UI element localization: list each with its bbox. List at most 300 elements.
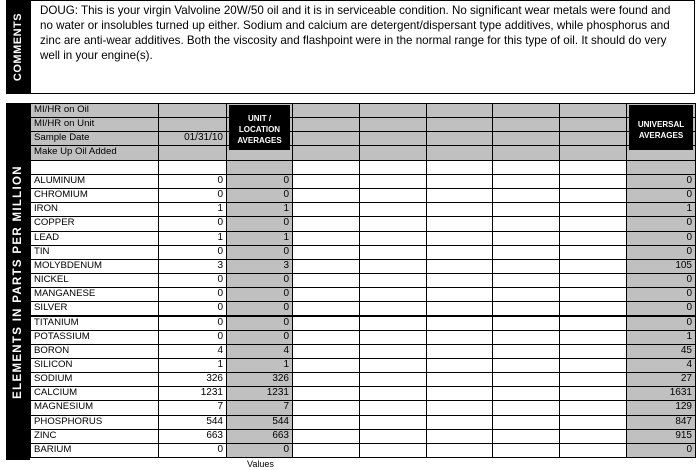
element-name-cell [30,287,159,302]
empty-cell [492,174,560,189]
empty-cell [292,316,360,331]
info-row-value: 01/31/10 [184,132,223,144]
info-row-label-cell [30,131,159,146]
empty-cell [492,358,560,373]
element-value-cell [158,216,227,231]
unit-averages-header-block [229,105,290,150]
element-name: TIN [34,245,50,257]
universal-average-cell [626,330,696,345]
empty-cell [359,372,427,387]
element-value-cell [158,386,227,401]
info-row-empty-cell [426,145,493,160]
element-name-cell [30,245,159,260]
element-name-cell [30,330,159,345]
element-value-cell [158,400,227,415]
universal-average-value: 915 [675,429,692,441]
element-name-cell [30,415,159,430]
universal-average-cell [626,344,696,359]
unit-average-value: 0 [283,245,289,257]
element-name: MANGANESE [34,288,96,300]
element-value-cell [158,245,227,260]
info-row-value-cell [158,117,227,132]
empty-cell [426,216,493,231]
element-name-cell [30,358,159,373]
empty-cell [492,415,560,430]
empty-cell [426,386,493,401]
empty-cell [292,301,360,316]
empty-cell [359,400,427,415]
universal-average-cell [626,386,696,401]
unit-average-value: 0 [283,175,289,186]
element-name-cell [30,400,159,415]
universal-average-value: 0 [686,443,692,455]
unit-average-value: 1 [283,203,289,215]
spacer-cell [158,160,227,175]
info-row-empty-cell [359,117,427,132]
empty-cell [292,273,360,288]
spacer-cell [292,160,360,175]
empty-cell [359,386,427,401]
element-name: ALUMINUM [34,175,86,186]
empty-cell [359,429,427,444]
empty-cell [492,316,560,331]
element-name-cell [30,429,159,444]
empty-cell [559,372,627,387]
comments-side-label [6,0,30,94]
element-name-cell [30,316,159,331]
info-row-label: Sample Date [34,132,90,144]
empty-cell [559,259,627,274]
empty-cell [292,245,360,260]
empty-cell [492,301,560,316]
empty-cell [559,443,627,458]
universal-average-cell [626,273,696,288]
empty-cell [426,202,493,217]
unit-average-value: 0 [283,330,289,342]
empty-cell [426,301,493,316]
unit-average-cell [226,301,293,316]
empty-cell [426,287,493,302]
empty-cell [426,372,493,387]
comments-label-text: COMMENTS [12,12,24,82]
info-row-value-cell [158,131,227,146]
empty-cell [359,358,427,373]
empty-cell [492,400,560,415]
universal-average-cell [626,443,696,458]
universal-average-value: 1 [686,330,692,342]
empty-cell [426,400,493,415]
unit-average-value: 0 [283,316,289,328]
empty-cell [492,273,560,288]
info-row-empty-cell [359,145,427,160]
empty-cell [426,429,493,444]
universal-average-value: 0 [686,189,692,201]
info-row-value-cell [158,145,227,160]
empty-cell [559,301,627,316]
info-row-empty-cell [426,131,493,146]
universal-average-cell [626,287,696,302]
element-name-cell [30,202,159,217]
unit-average-cell [226,287,293,302]
spacer-cell [30,160,159,175]
empty-cell [292,400,360,415]
spacer-cell [559,160,627,175]
empty-cell [426,174,493,189]
empty-cell [292,287,360,302]
universal-average-cell [626,400,696,415]
element-name: SILICON [34,358,73,370]
empty-cell [492,188,560,203]
element-value-cell [158,330,227,345]
empty-cell [359,216,427,231]
empty-cell [426,358,493,373]
info-row-label-cell [30,103,159,118]
unit-average-value: 0 [283,302,289,314]
info-row-empty-cell [359,131,427,146]
empty-cell [292,386,360,401]
universal-average-value: 1 [686,203,692,215]
info-row-empty-cell [292,117,360,132]
unit-average-value: 0 [283,443,289,455]
universal-average-value: 847 [675,415,692,427]
universal-average-value: 0 [686,274,692,286]
empty-cell [559,245,627,260]
empty-cell [426,330,493,345]
empty-cell [559,202,627,217]
universal-average-cell [626,231,696,246]
info-row-empty-cell [426,117,493,132]
element-value: 1 [217,203,223,215]
universal-average-cell [626,415,696,430]
universal-average-value: 0 [686,302,692,314]
universal-average-value: 27 [680,373,692,385]
unit-average-value: 1 [283,358,289,370]
universal-average-cell [626,301,696,316]
empty-cell [492,216,560,231]
spacer-cell [226,160,293,175]
empty-cell [426,188,493,203]
empty-cell [359,174,427,189]
element-value: 1231 [200,387,223,399]
universal-average-value: 105 [675,259,692,271]
universal-average-value: 0 [686,316,692,328]
unit-average-cell [226,372,293,387]
unit-average-cell [226,216,293,231]
empty-cell [292,443,360,458]
info-row-empty-cell [492,103,560,118]
comments-box [30,0,695,94]
empty-cell [492,259,560,274]
empty-cell [359,231,427,246]
element-value: 0 [217,217,223,229]
universal-average-cell [626,372,696,387]
empty-cell [359,443,427,458]
empty-cell [292,216,360,231]
empty-cell [292,372,360,387]
info-row-label: MI/HR on Oil [34,104,89,115]
element-value-cell [158,174,227,189]
element-value: 1 [217,358,223,370]
empty-cell [492,231,560,246]
empty-cell [492,287,560,302]
empty-cell [359,273,427,288]
element-name-cell [30,372,159,387]
empty-cell [492,344,560,359]
empty-cell [559,400,627,415]
element-name: MOLYBDENUM [34,259,103,271]
empty-cell [559,386,627,401]
empty-cell [492,330,560,345]
element-value: 0 [217,316,223,328]
empty-cell [426,273,493,288]
universal-averages-header-block [629,105,693,150]
element-name: LEAD [34,231,60,243]
empty-cell [292,330,360,345]
empty-cell [359,344,427,359]
info-row-label: Make Up Oil Added [34,146,117,158]
universal-average-value: 45 [680,344,692,356]
empty-cell [492,429,560,444]
spacer-cell [426,160,493,175]
universal-average-cell [626,429,696,444]
element-value-cell [158,344,227,359]
universal-average-value: 1631 [669,387,692,399]
unit-average-cell [226,344,293,359]
empty-cell [359,259,427,274]
element-value: 0 [217,245,223,257]
element-value: 7 [217,401,223,413]
info-row-empty-cell [492,131,560,146]
empty-cell [426,443,493,458]
universal-average-cell [626,216,696,231]
unit-average-cell [226,316,293,331]
universal-average-cell [626,259,696,274]
spacer-cell [626,160,696,175]
empty-cell [292,429,360,444]
empty-cell [559,344,627,359]
element-name: IRON [34,203,58,215]
empty-cell [359,301,427,316]
element-value: 3 [217,259,223,271]
info-row-empty-cell [559,131,627,146]
elements-side-label [6,103,30,460]
unit-average-value: 4 [283,344,289,356]
element-name-cell [30,216,159,231]
element-value-cell [158,372,227,387]
element-value-cell [158,429,227,444]
unit-average-cell [226,273,293,288]
unit-average-value: 0 [283,189,289,201]
element-name: POTASSIUM [34,330,90,342]
element-value: 0 [217,175,223,186]
empty-cell [559,188,627,203]
element-name: ZINC [34,429,57,441]
element-name: PHOSPHORUS [34,415,103,427]
element-name-cell [30,259,159,274]
unit-average-value: 0 [283,217,289,229]
info-row-empty-cell [492,145,560,160]
universal-average-value: 0 [686,231,692,243]
empty-cell [559,216,627,231]
empty-cell [359,287,427,302]
empty-cell [426,344,493,359]
element-value-cell [158,301,227,316]
empty-cell [559,358,627,373]
unit-average-value: 7 [283,401,289,413]
info-row-empty-cell [426,103,493,118]
info-row-empty-cell [559,145,627,160]
unit-average-value: 1231 [266,387,289,399]
empty-cell [292,202,360,217]
empty-cell [492,245,560,260]
empty-cell [292,259,360,274]
element-name: CHROMIUM [34,189,88,201]
empty-cell [359,245,427,260]
info-row-empty-cell [559,117,627,132]
info-row-label-cell [30,145,159,160]
empty-cell [559,287,627,302]
universal-average-value: 0 [686,175,692,186]
universal-average-value: 0 [686,288,692,300]
unit-average-cell [226,174,293,189]
universal-average-cell [626,245,696,260]
info-row-label-cell [30,117,159,132]
elements-label-text: ELEMENTS IN PARTS PER MILLION [12,164,24,399]
unit-average-cell [226,245,293,260]
info-row-empty-cell [559,103,627,118]
empty-cell [492,386,560,401]
element-value: 326 [206,373,223,385]
empty-cell [559,330,627,345]
element-value-cell [158,287,227,302]
empty-cell [559,231,627,246]
element-name-cell [30,273,159,288]
element-name-cell [30,174,159,189]
universal-average-cell [626,174,696,189]
element-value-cell [158,202,227,217]
element-name: CALCIUM [34,387,78,399]
empty-cell [292,188,360,203]
empty-cell [292,231,360,246]
universal-averages-header: UNIVERSAL AVERAGES [637,120,685,140]
element-name: BARIUM [34,443,72,455]
element-value-cell [158,273,227,288]
unit-averages-header: UNIT / LOCATION AVERAGES [237,114,282,145]
empty-cell [559,174,627,189]
empty-cell [426,245,493,260]
element-value-cell [158,415,227,430]
element-value-cell [158,188,227,203]
empty-cell [492,372,560,387]
spacer-cell [492,160,560,175]
unit-average-value: 326 [272,373,289,385]
unit-average-cell [226,358,293,373]
empty-cell [492,443,560,458]
element-value-cell [158,358,227,373]
info-row-empty-cell [359,103,427,118]
element-name: TITANIUM [34,316,79,328]
element-value-cell [158,259,227,274]
element-value: 544 [206,415,223,427]
empty-cell [292,415,360,430]
empty-cell [426,259,493,274]
empty-cell [359,202,427,217]
universal-average-value: 0 [686,245,692,257]
unit-average-cell [226,429,293,444]
empty-cell [559,316,627,331]
element-name-cell [30,188,159,203]
universal-average-cell [626,202,696,217]
unit-average-value: 544 [272,415,289,427]
element-name-cell [30,344,159,359]
element-name: COPPER [34,217,75,229]
empty-cell [359,330,427,345]
element-name: BORON [34,344,70,356]
info-row-label: MI/HR on Unit [34,118,95,130]
unit-average-cell [226,259,293,274]
info-row-empty-cell [292,103,360,118]
universal-average-cell [626,358,696,373]
empty-cell [292,358,360,373]
empty-cell [426,316,493,331]
unit-average-cell [226,443,293,458]
info-row-value-cell [158,103,227,118]
universal-average-cell [626,316,696,331]
element-value: 663 [206,429,223,441]
element-value: 0 [217,443,223,455]
empty-cell [359,188,427,203]
element-value-cell [158,443,227,458]
universal-average-value: 4 [686,358,692,370]
values-caption: Values [247,459,274,469]
empty-cell [359,415,427,430]
universal-average-value: 0 [686,217,692,229]
element-value: 0 [217,189,223,201]
element-value-cell [158,316,227,331]
comment-text: DOUG: This is your virgin Valvoline 20W/50 oil and it is in serviceable condition. No significant wear metals were found and no water or insolubles turned up either. Sodium and calcium are detergent/dispersant type additives, while phosphorus and zinc are anti-wear additives. Both the viscosity and flashpoint were in the normal range for this type of oil. It should do very well in your engine(s). [40,4,671,62]
unit-average-cell [226,386,293,401]
element-name: SILVER [34,302,68,314]
unit-average-value: 663 [272,429,289,441]
empty-cell [292,174,360,189]
element-value: 0 [217,288,223,300]
element-value-cell [158,231,227,246]
unit-average-cell [226,415,293,430]
unit-average-cell [226,188,293,203]
element-value: 0 [217,302,223,314]
info-row-empty-cell [492,117,560,132]
universal-average-cell [626,188,696,203]
unit-average-value: 0 [283,274,289,286]
element-name-cell [30,386,159,401]
unit-average-cell [226,231,293,246]
element-name-cell [30,231,159,246]
info-row-empty-cell [292,145,360,160]
element-name: MAGNESIUM [34,401,94,413]
universal-average-value: 129 [675,401,692,413]
element-name-cell [30,301,159,316]
spacer-cell [359,160,427,175]
unit-average-value: 3 [283,259,289,271]
element-value: 1 [217,231,223,243]
unit-average-value: 0 [283,288,289,300]
empty-cell [492,202,560,217]
unit-average-cell [226,330,293,345]
empty-cell [426,231,493,246]
element-value: 0 [217,330,223,342]
unit-average-cell [226,400,293,415]
empty-cell [559,273,627,288]
